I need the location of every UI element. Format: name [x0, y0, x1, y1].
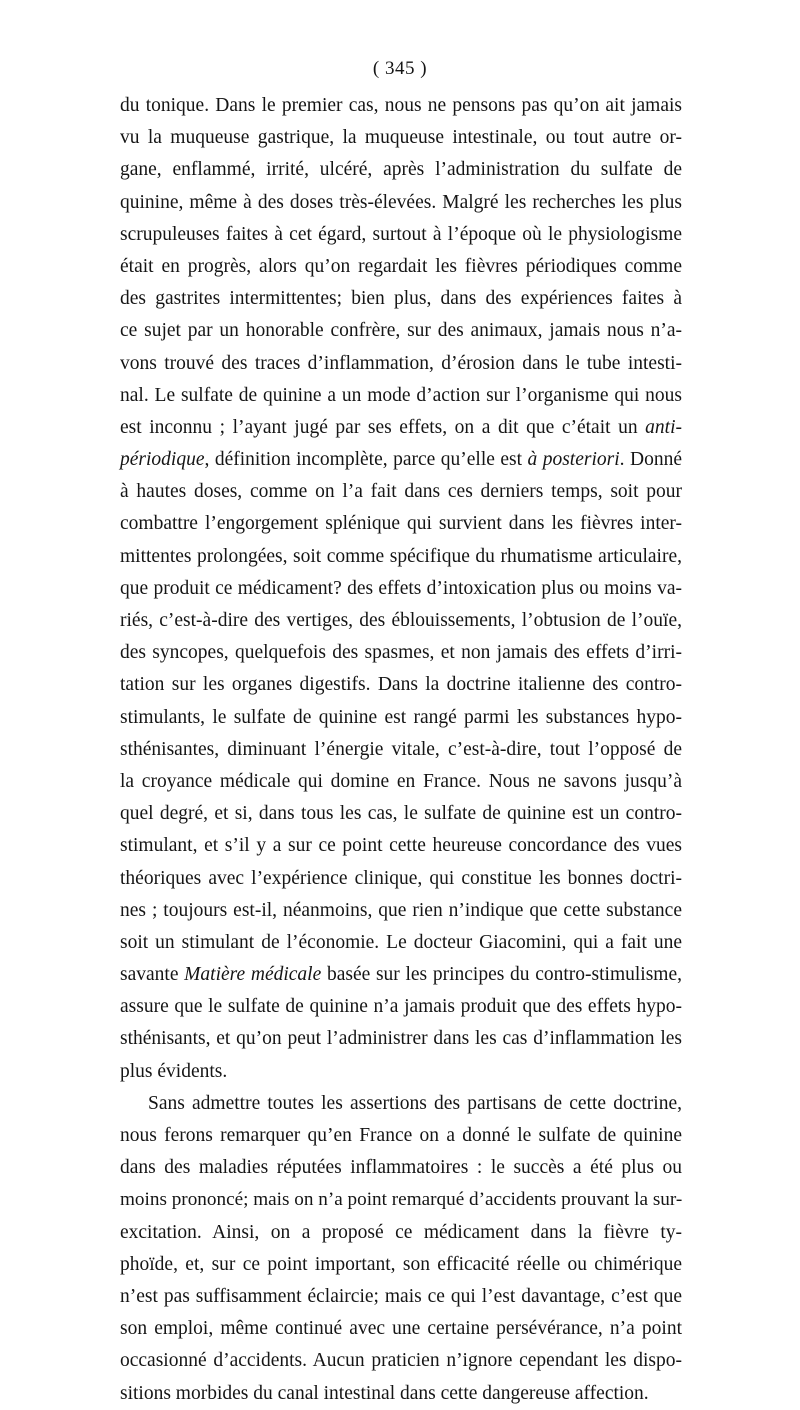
text-line: [120, 669, 682, 701]
text-line: [120, 927, 682, 959]
text-segment: son emploi, même continué avec une certaine persévérance, n’a point: [120, 1318, 682, 1340]
italic-text: anti-: [645, 416, 682, 438]
text-line: [120, 895, 682, 927]
text-segment: savante: [120, 964, 185, 986]
text-segment: quel degré, et si, dans tous les cas, le sulfate de quinine est un contro-: [120, 803, 682, 825]
text-segment: du tonique. Dans le premier cas, nous ne pensons pas qu’on ait jamais: [120, 95, 682, 116]
text-line: [120, 90, 682, 122]
text-line: [120, 798, 682, 830]
text-segment: gane, enflammé, irrité, ulcéré, après l’administration du sulfate de: [120, 159, 682, 181]
text-line: [120, 315, 682, 347]
text-segment: . Donné: [619, 449, 682, 471]
text-line: [120, 1056, 682, 1088]
text-segment: assure que le sulfate de quinine n’a jamais produit que des effets hypo-: [120, 996, 682, 1018]
text-line: [120, 412, 682, 444]
text-line: [120, 380, 682, 412]
page-number: ( 345 ): [372, 58, 428, 79]
text-segment: excitation. Ainsi, on a proposé ce médicament dans la fièvre ty-: [120, 1221, 682, 1243]
text-line: [120, 219, 682, 251]
text-segment: , définition incomplète, parce qu’elle est: [204, 449, 528, 471]
text-line: [120, 1313, 682, 1345]
text-segment: théoriques avec l’expérience clinique, qui constitue les bonnes doctri-: [120, 867, 682, 889]
text-segment: n’est pas suffisamment éclaircie; mais ce qui l’est davantage, c’est que: [120, 1285, 682, 1307]
text-segment: nal. Le sulfate de quinine a un mode d’action sur l’organisme qui nous: [120, 384, 682, 406]
text-line: [120, 991, 682, 1023]
paragraph: [120, 90, 682, 1088]
text-segment: sitions morbides du canal intestinal dans cette dangereuse affection.: [120, 1382, 649, 1404]
text-segment: nous ferons remarquer qu’en France on a donné le sulfate de quinine: [120, 1125, 682, 1146]
text-line: [120, 541, 682, 573]
text-segment: mittentes prolongées, soit comme spécifique du rhumatisme articulaire,: [120, 545, 682, 567]
text-line: [120, 605, 682, 637]
text-segment: scrupuleuses faites à cet égard, surtout à l’époque où le physiologisme: [120, 223, 682, 245]
text-segment: était en progrès, alors qu’on regardait les fièvres périodiques comme: [120, 255, 682, 277]
text-line: [120, 766, 682, 798]
body-text: [120, 90, 682, 1410]
italic-text: à posteriori: [527, 449, 620, 471]
text-line: [120, 1345, 682, 1377]
text-segment: sthénisantes, diminuant l’énergie vitale, c’est-à-dire, tout l’opposé de: [120, 738, 682, 760]
text-line: [120, 1152, 682, 1184]
text-segment: nes ; toujours est-il, néanmoins, que rien n’indique que cette substance: [120, 899, 682, 921]
text-line: [120, 1120, 682, 1152]
text-segment: basée sur les principes du contro-stimulisme,: [321, 964, 682, 986]
text-segment: vu la muqueuse gastrique, la muqueuse intestinale, ou tout autre or-: [120, 127, 682, 149]
text-line: [120, 1184, 682, 1216]
text-line: [120, 154, 682, 186]
text-line: [120, 283, 682, 315]
text-line: [120, 122, 682, 154]
text-line: [120, 444, 682, 476]
text-segment: que produit ce médicament? des effets d’intoxication plus ou moins va-: [120, 577, 682, 599]
text-segment: est inconnu ; l’ayant jugé par ses effets, on a dit que c’était un: [120, 416, 646, 438]
text-segment: combattre l’engorgement splénique qui survient dans les fièvres inter-: [120, 513, 682, 535]
text-segment: riés, c’est-à-dire des vertiges, des éblouissements, l’obtusion de l’ouïe,: [120, 610, 682, 631]
text-segment: plus évidents.: [120, 1060, 228, 1082]
text-segment: vons trouvé des traces d’inflammation, d’érosion dans le tube intesti-: [120, 352, 682, 374]
text-line: [120, 1217, 682, 1249]
italic-text: périodique: [120, 449, 205, 471]
text-segment: occasionné d’accidents. Aucun praticien n’ignore cependant les dispo-: [120, 1350, 682, 1372]
text-line: [120, 734, 682, 766]
text-segment: stimulants, le sulfate de quinine est rangé parmi les substances hypo-: [120, 706, 682, 728]
text-line: [120, 959, 682, 991]
text-line: [120, 1281, 682, 1313]
text-segment: stimulant, et s’il y a sur ce point cette heureuse concordance des vues: [120, 835, 682, 857]
paragraph: [120, 1088, 682, 1410]
text-line: [120, 1378, 682, 1410]
text-line: [120, 1249, 682, 1281]
text-line: [120, 251, 682, 283]
text-segment: sthénisants, et qu’on peut l’administrer dans les cas d’inflammation les: [120, 1028, 682, 1050]
text-line: [120, 348, 682, 380]
text-segment: ce sujet par un honorable confrère, sur des animaux, jamais nous n’a-: [120, 320, 682, 342]
text-line: [120, 573, 682, 605]
text-segment: des gastrites intermittentes; bien plus, dans des expériences faites à: [120, 288, 682, 310]
text-segment: la croyance médicale qui domine en France. Nous ne savons jusqu’à: [120, 770, 682, 792]
text-segment: dans des maladies réputées inflammatoires : le succès a été plus ou: [120, 1157, 682, 1179]
text-line: [120, 1088, 682, 1120]
text-line: [120, 187, 682, 219]
text-segment: tation sur les organes digestifs. Dans la doctrine italienne des contro-: [120, 674, 682, 696]
text-segment: moins prononcé; mais on n’a point remarqué d’accidents prouvant la sur-: [120, 1189, 683, 1211]
text-segment: Sans admettre toutes les assertions des partisans de cette doctrine,: [148, 1092, 682, 1114]
text-line: [120, 508, 682, 540]
text-line: [120, 1023, 682, 1055]
text-line: [120, 702, 682, 734]
text-line: [120, 863, 682, 895]
text-segment: quinine, même à des doses très-élevées. Malgré les recherches les plus: [120, 191, 682, 213]
italic-text: Matière médicale: [184, 964, 322, 986]
text-segment: phoïde, et, sur ce point important, son efficacité réelle ou chimérique: [120, 1253, 682, 1275]
text-segment: des syncopes, quelquefois des spasmes, et non jamais des effets d’irri-: [120, 642, 682, 664]
text-line: [120, 830, 682, 862]
text-line: [120, 637, 682, 669]
text-segment: soit un stimulant de l’économie. Le docteur Giacomini, qui a fait une: [120, 931, 682, 953]
text-segment: à hautes doses, comme on l’a fait dans ces derniers temps, soit pour: [120, 481, 682, 503]
text-line: [120, 476, 682, 508]
